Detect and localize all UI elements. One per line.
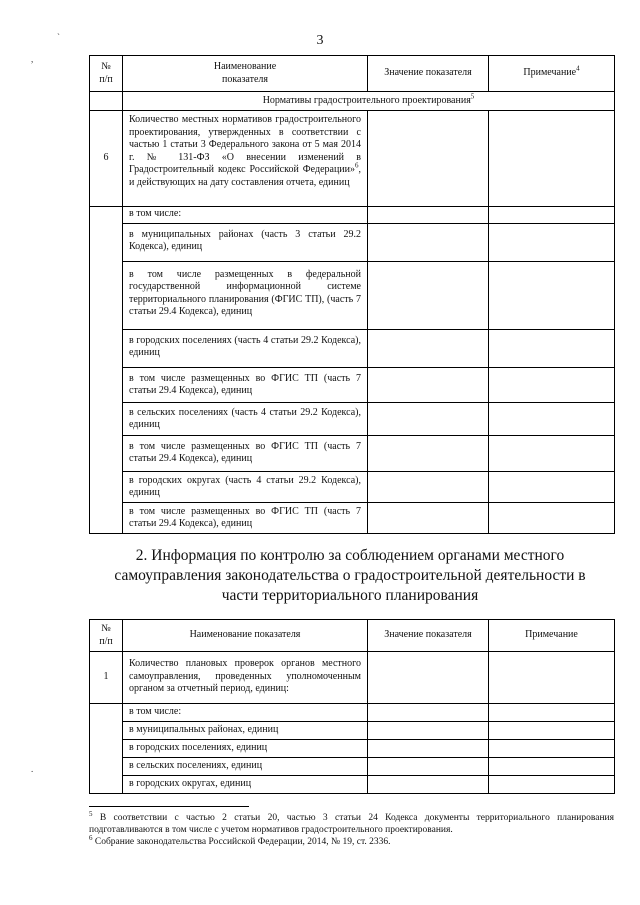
row-name: в том числе размещенных во ФГИС ТП (часть 7 статьи 29.4 Кодекса), единиц (123, 502, 368, 533)
note-cell[interactable] (489, 757, 615, 775)
row-name: в городских округах (часть 4 статьи 29.2 Кодекса), единиц (123, 471, 368, 502)
note-cell[interactable] (489, 721, 615, 739)
section-row (90, 92, 615, 111)
header-note (489, 56, 615, 92)
scan-mark: ` (57, 32, 60, 42)
table-row (90, 757, 615, 775)
value-cell[interactable] (368, 757, 489, 775)
note-cell[interactable] (489, 223, 615, 261)
value-cell[interactable] (368, 471, 489, 502)
table-row (90, 435, 615, 471)
header-name: Наименование показателя (123, 56, 368, 92)
table-header-row (90, 56, 615, 92)
note-cell[interactable] (489, 329, 615, 367)
value-cell[interactable] (368, 329, 489, 367)
row-name: в том числе размещенных во ФГИС ТП (часть 7 статьи 29.4 Кодекса), единиц (123, 367, 368, 402)
footnote (89, 833, 614, 848)
table-header-row (90, 620, 615, 652)
footnote-text: В соответствии с частью 2 статьи 20, частью 3 статьи 24 Кодекса документы территориального планирования подготавливаются в том числе с учетом нормативов градостроительного проектирования. (89, 813, 614, 835)
value-cell[interactable] (368, 111, 489, 207)
row-num: 6 (90, 111, 123, 207)
row-name: в муниципальных районах (часть 3 статьи 29.2 Кодекса), единиц (123, 223, 368, 261)
footnote-mark: 6 (89, 833, 93, 842)
value-cell[interactable] (368, 704, 489, 722)
table-row (90, 502, 615, 533)
table-row (90, 367, 615, 402)
row-name: в сельских поселениях, единиц (123, 757, 368, 775)
footnote-divider (89, 806, 249, 807)
header-num: № п/п (90, 56, 123, 92)
note-cell[interactable] (489, 402, 615, 435)
section-title (123, 92, 615, 111)
value-cell[interactable] (368, 435, 489, 471)
normatives-table (89, 55, 615, 534)
page-number: 3 (316, 33, 324, 48)
section-title-text: Нормативы градостроительного проектирования (262, 94, 471, 106)
row-name: в городских округах, единиц (123, 775, 368, 793)
table-row (90, 721, 615, 739)
header-num: № п/п (90, 620, 123, 652)
section-heading: 2. Информация по контролю за соблюдением органами местного самоуправления законодательства о градостроительной деятельности в части территориального планирования (114, 547, 586, 604)
row-name: в том числе: (123, 207, 368, 224)
note-cell[interactable] (489, 775, 615, 793)
footnote (89, 809, 614, 836)
table-row (90, 223, 615, 261)
footnote-mark: 5 (89, 809, 93, 818)
row-name: в городских поселениях, единиц (123, 739, 368, 757)
row-name-text-tail: , и действующих на дату составления отчета, единиц (129, 164, 361, 188)
row-name: в том числе: (123, 704, 368, 722)
footnote-text: Собрание законодательства Российской Федерации, 2014, № 19, ст. 2336. (92, 837, 391, 847)
table-row (90, 207, 615, 224)
row-name-text: Количество местных нормативов градостроительного проектирования, утвержденных в соответствии с частью 1 статьи 3 Федерального закона от 5 мая 2014 г. № 131-ФЗ «О внесении изменений в Градостроительный кодекс Российской Федерации» (129, 114, 361, 175)
row-name (123, 111, 368, 207)
value-cell[interactable] (368, 402, 489, 435)
value-cell[interactable] (368, 775, 489, 793)
footnote-ref: 5 (470, 92, 475, 101)
table-row (90, 775, 615, 793)
header-value: Значение показателя (368, 620, 489, 652)
note-cell[interactable] (489, 367, 615, 402)
section-num-cell (90, 92, 123, 111)
header-note: Примечание (489, 620, 615, 652)
table-row (90, 261, 615, 329)
table-row (90, 111, 615, 207)
header-value: Значение показателя (368, 56, 489, 92)
footnotes (89, 809, 614, 848)
row-name: в том числе размещенных во ФГИС ТП (часть 7 статьи 29.4 Кодекса), единиц (123, 435, 368, 471)
inspections-table (89, 619, 615, 794)
note-cell[interactable] (489, 471, 615, 502)
note-cell[interactable] (489, 261, 615, 329)
note-cell[interactable] (489, 111, 615, 207)
value-cell[interactable] (368, 367, 489, 402)
row-num (90, 704, 123, 794)
row-num (90, 207, 123, 534)
row-name: в том числе размещенных в федеральной государственной информационной системе территориального планирования (ФГИС ТП), (часть 7 статьи 29.4 Кодекса), единиц (123, 261, 368, 329)
table-row (90, 329, 615, 367)
row-num: 1 (90, 652, 123, 704)
scan-mark: , (31, 54, 34, 64)
table-row (90, 739, 615, 757)
value-cell[interactable] (368, 652, 489, 704)
table-row (90, 471, 615, 502)
note-cell[interactable] (489, 435, 615, 471)
row-name: Количество плановых проверок органов местного самоуправления, проведенных уполномоченным органом за отчетный период, единиц: (123, 652, 368, 704)
row-name: в муниципальных районах, единиц (123, 721, 368, 739)
row-name: в городских поселениях (часть 4 статьи 29.2 Кодекса), единиц (123, 329, 368, 367)
footnote-ref: 4 (576, 64, 580, 73)
value-cell[interactable] (368, 207, 489, 224)
note-cell[interactable] (489, 207, 615, 224)
note-cell[interactable] (489, 704, 615, 722)
table-row (90, 704, 615, 722)
note-cell[interactable] (489, 739, 615, 757)
value-cell[interactable] (368, 502, 489, 533)
table-row (90, 652, 615, 704)
footnote-ref: 6 (355, 161, 359, 170)
value-cell[interactable] (368, 261, 489, 329)
value-cell[interactable] (368, 739, 489, 757)
note-cell[interactable] (489, 502, 615, 533)
header-name: Наименование показателя (123, 620, 368, 652)
value-cell[interactable] (368, 223, 489, 261)
note-cell[interactable] (489, 652, 615, 704)
header-note-label: Примечание (523, 67, 577, 79)
row-name: в сельских поселениях (часть 4 статьи 29.2 Кодекса), единиц (123, 402, 368, 435)
scan-mark: . (31, 764, 34, 774)
value-cell[interactable] (368, 721, 489, 739)
table-row (90, 402, 615, 435)
